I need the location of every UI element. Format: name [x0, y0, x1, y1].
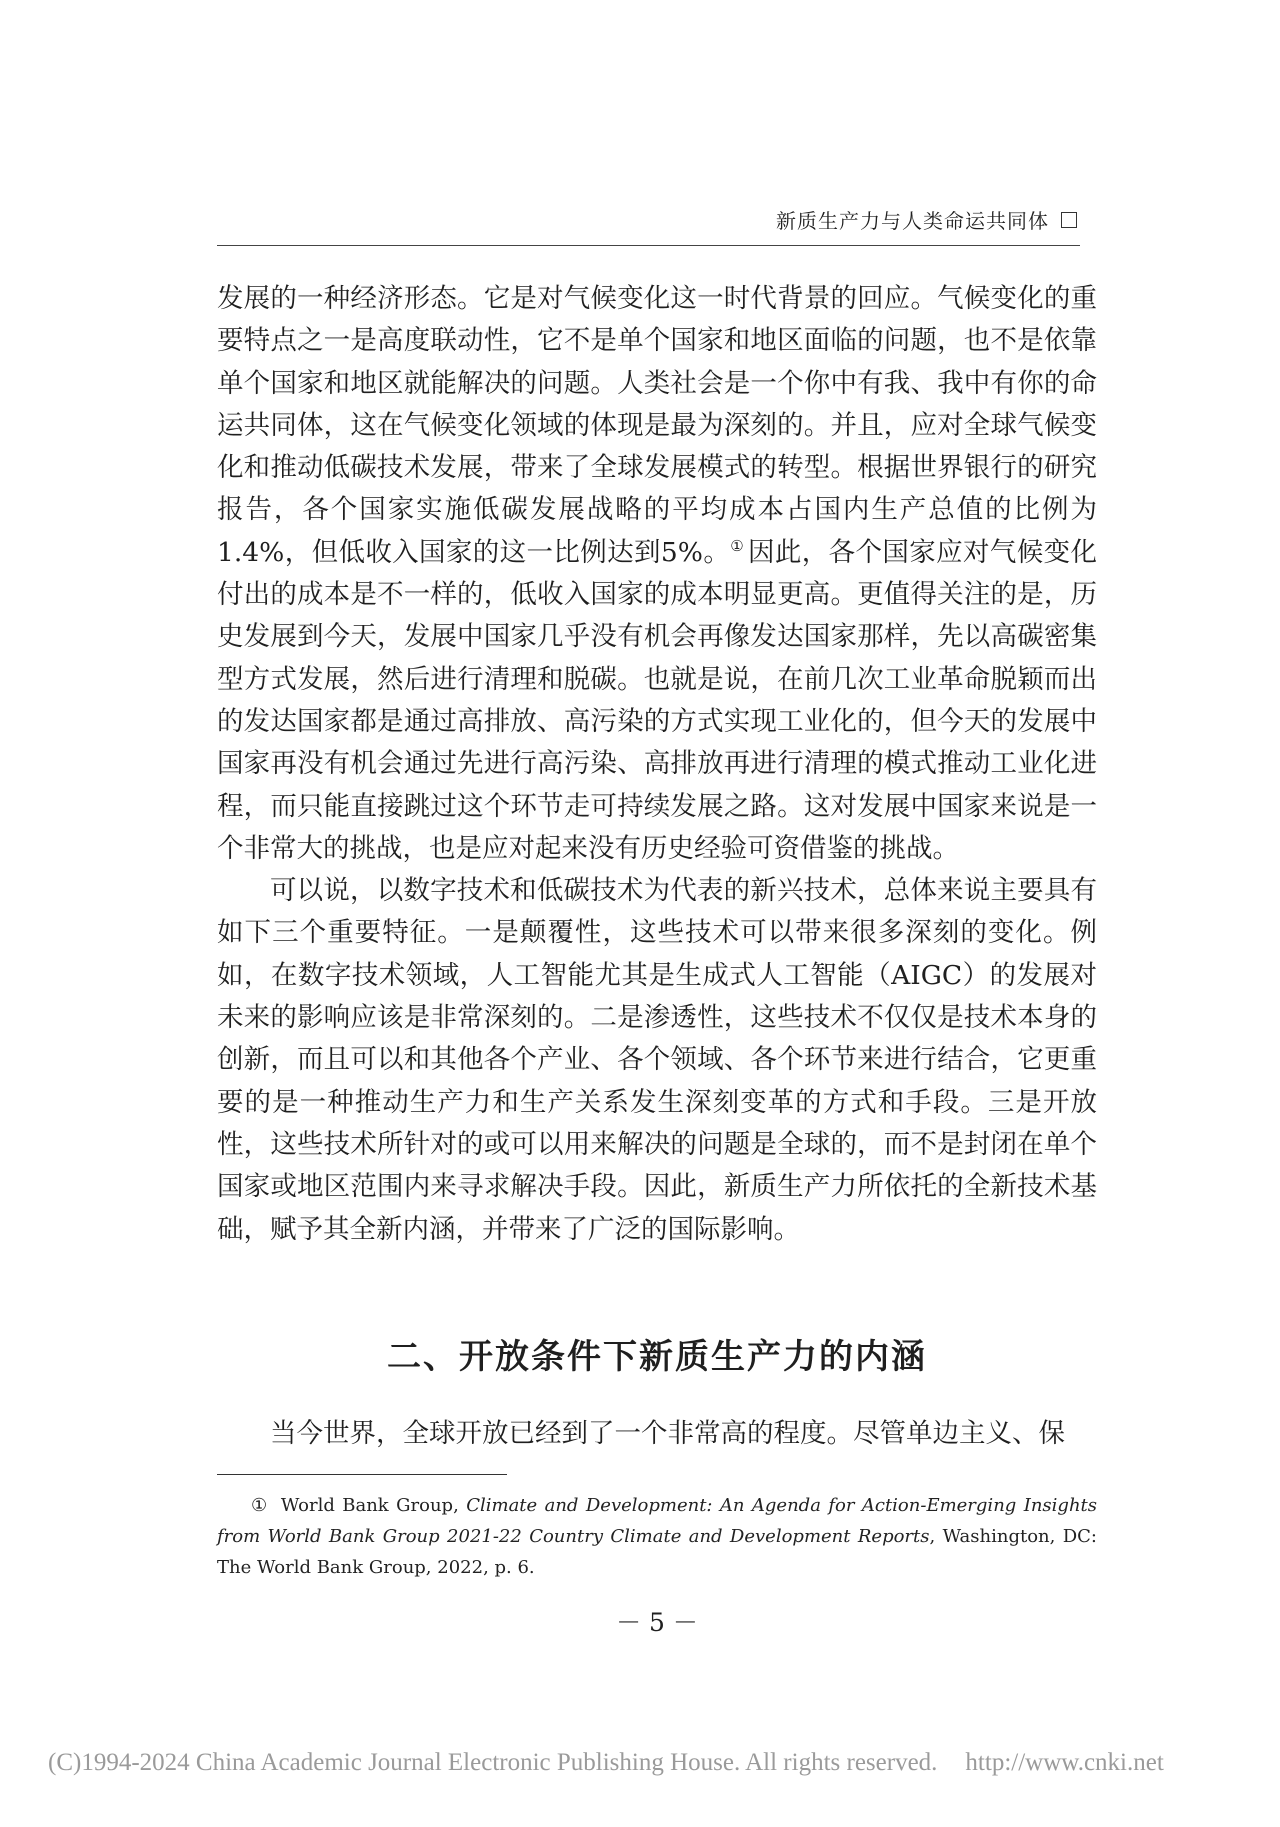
footnote-publisher: , Washington, DC: The World Bank Group, 2022, p. 6.: [217, 1526, 1097, 1578]
footnote-title: Climate and Development: An Agenda for Action-Emerging Insights from World Bank Group 2021-22 Country Climate and Development Reports: [217, 1495, 1098, 1547]
paragraph-1-continued: 因此，各个国家应对气候变化付出的成本是不一样的，低收入国家的成本明显更高。更值得关注的是，历史发展到今天，发展中国家几乎没有机会再像发达国家那样，先以高碳密集型方式发展，然后进行清理和脱碳。也就是说，在前几次工业革命脱颖而出的发达国家都是通过高排放、高污染的方式实现工业化的，但今天的发展中国家再没有机会通过先进行高污染、高排放再进行清理的模式推动工业化进程，而只能直接跳过这个环节走可持续发展之路。这对发展中国家来说是一个非常大的挑战，也是应对起来没有历史经验可资借鉴的挑战。: [217, 536, 1097, 864]
section-heading: 二、开放条件下新质生产力的内涵: [387, 1337, 927, 1377]
paragraph-1: [217, 278, 1097, 870]
footnote-author: World Bank Group,: [280, 1495, 459, 1516]
copyright-text: (C)1994-2024 China Academic Journal Electronic Publishing House. All rights reserved.: [48, 1749, 938, 1776]
section-first-line: 当今世界，全球开放已经到了一个非常高的程度。尽管单边主义、保: [270, 1418, 1065, 1449]
body-text: [217, 278, 1097, 1251]
running-title: 新质生产力与人类命运共同体: [776, 209, 1049, 233]
paragraph-1-text: 发展的一种经济形态。它是对气候变化这一时代背景的回应。气候变化的重要特点之一是高度联动性，它不是单个国家和地区面临的问题，也不是依靠单个国家和地区就能解决的问题。人类社会是一个你中有我、我中有你的命运共同体，这在气候变化领域的体现是最为深刻的。并且，应对全球气候变化和推动低碳技术发展，带来了全球发展模式的转型。根据世界银行的研究报告，各个国家实施低碳发展战略的平均成本占国内生产总值的比例为1.4%，但低收入国家的这一比例达到5%。: [217, 283, 1097, 568]
page-number: － 5 －: [616, 1608, 698, 1637]
footnote: [217, 1490, 1097, 1583]
footnote-reference[interactable]: ①: [730, 536, 745, 555]
footnote-number: ①: [251, 1495, 269, 1516]
footnote-rule: [217, 1474, 507, 1475]
header-rule: [217, 245, 1080, 246]
paragraph-2: 可以说，以数字技术和低碳技术为代表的新兴技术，总体来说主要具有如下三个重要特征。一是颠覆性，这些技术可以带来很多深刻的变化。例如，在数字技术领域，人工智能尤其是生成式人工智能（AIGC）的发展对未来的影响应该是非常深刻的。二是渗透性，这些技术不仅仅是技术本身的创新，而且可以和其他各个产业、各个领域、各个环节来进行结合，它更重要的是一种推动生产力和生产关系发生深刻变革的方式和手段。三是开放性，这些技术所针对的或可以用来解决的问题是全球的，而不是封闭在单个国家或地区范围内来寻求解决手段。因此，新质生产力所依托的全新技术基础，赋予其全新内涵，并带来了广泛的国际影响。: [217, 875, 1097, 1245]
running-header: [776, 205, 1077, 234]
copyright-notice: [48, 1749, 1164, 1777]
copyright-url[interactable]: http://www.cnki.net: [965, 1749, 1164, 1776]
square-icon: [1061, 212, 1077, 228]
